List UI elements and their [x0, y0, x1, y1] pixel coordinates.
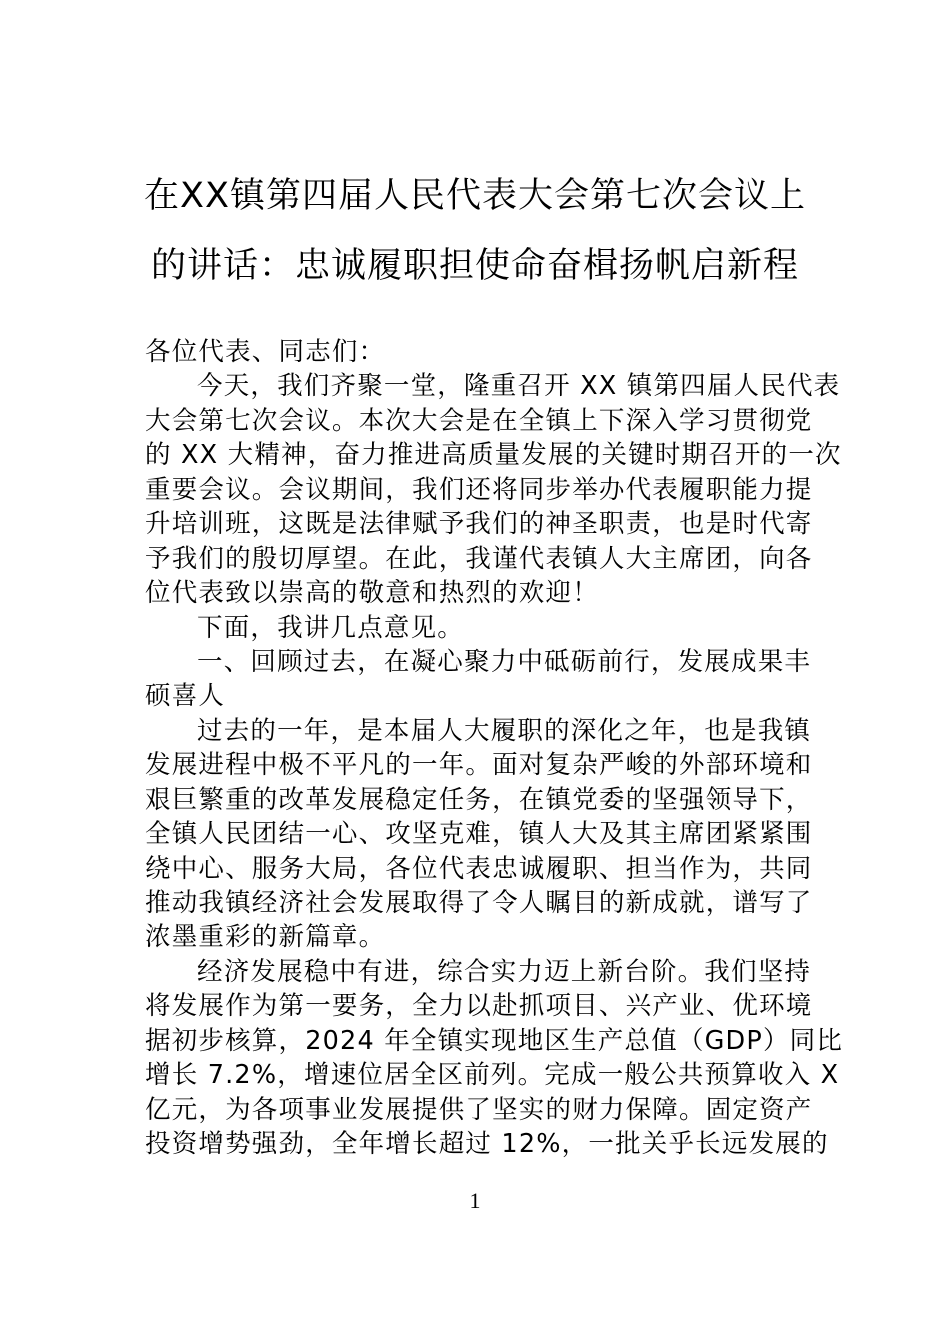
text-line: 重要会议。会议期间，我们还将同步举办代表履职能力提	[145, 474, 813, 505]
text-line: 的 XX 大精神，奋力推进高质量发展的关键时期召开的一次	[145, 440, 842, 471]
text-line: 一、回顾过去，在凝心聚力中砥砺前行，发展成果丰	[197, 646, 812, 677]
page-number: 1	[469, 1188, 481, 1213]
text-line: 将发展作为第一要务，全力以赴抓项目、兴产业、优环境	[145, 991, 813, 1022]
text-line: 硕喜人	[145, 681, 226, 712]
text-line: 经济发展稳中有进，综合实力迈上新台阶。我们坚持	[197, 956, 812, 987]
text-line: 各位代表、同志们：	[145, 337, 386, 367]
text-line: 绕中心、服务大局，各位代表忠诚履职、担当作为，共同	[145, 853, 813, 884]
text-line: 升培训班，这既是法律赋予我们的神圣职责，也是时代寄	[145, 509, 813, 540]
text-line: 全镇人民团结一心、攻坚克难，镇人大及其主席团紧紧围	[145, 819, 813, 850]
text-line: 投资增势强劲，全年增长超过 12%，一批关乎长远发展的	[145, 1129, 829, 1160]
document-title-line-1: 在XX镇第四届人民代表大会第七次会议上	[144, 176, 806, 216]
text-line: 下面，我讲几点意见。	[197, 612, 465, 643]
text-line: 大会第七次会议。本次大会是在全镇上下深入学习贯彻党	[145, 405, 813, 436]
document-body	[145, 335, 844, 1162]
text-line: 今天，我们齐聚一堂，隆重召开 XX 镇第四届人民代表	[197, 371, 841, 402]
text-line: 艰巨繁重的改革发展稳定任务，在镇党委的坚强领导下，	[145, 784, 813, 815]
text-line: 予我们的殷切厚望。在此，我谨代表镇人大主席团，向各	[145, 543, 813, 574]
text-line: 发展进程中极不平凡的一年。面对复杂严峻的外部环境和	[145, 750, 813, 781]
text-line: 位代表致以崇高的敬意和热烈的欢迎！	[145, 578, 599, 609]
text-line: 据初步核算，2024 年全镇实现地区生产总值（GDP）同比	[145, 1025, 844, 1056]
text-line: 亿元，为各项事业发展提供了坚实的财力保障。固定资产	[145, 1094, 813, 1125]
text-line: 增长 7.2%，增速位居全区前列。完成一般公共预算收入 X	[145, 1060, 840, 1091]
text-line: 推动我镇经济社会发展取得了令人瞩目的新成就，谱写了	[145, 888, 813, 918]
text-line: 浓墨重彩的新篇章。	[145, 922, 386, 953]
text-line: 过去的一年，是本届人大履职的深化之年，也是我镇	[197, 715, 812, 746]
document-title-line-2: 的讲话：忠诚履职担使命奋楫扬帆启新程	[150, 246, 799, 286]
